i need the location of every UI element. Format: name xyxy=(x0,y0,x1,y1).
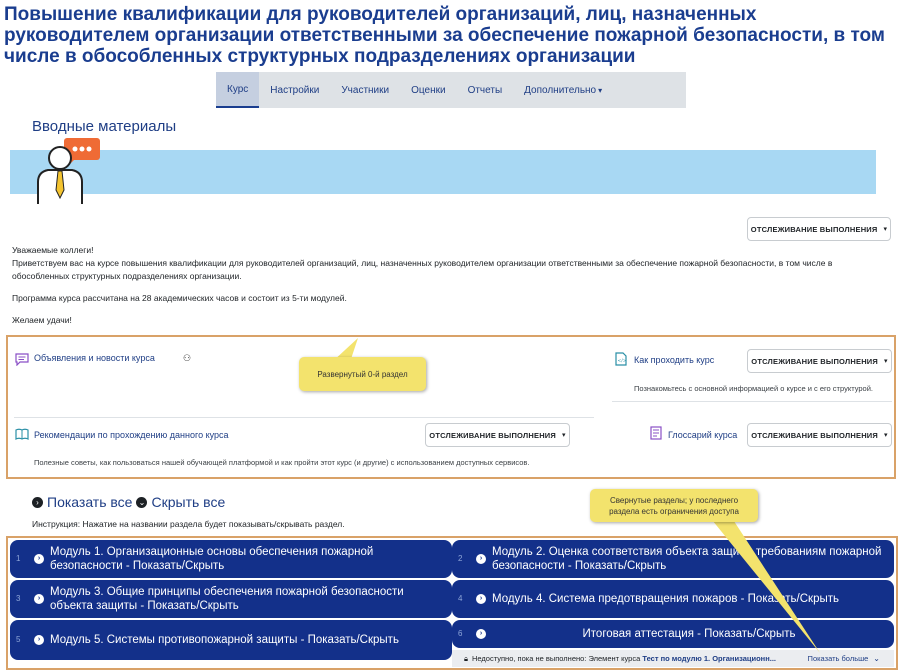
activity-howto-link[interactable]: Как проходить курс xyxy=(634,355,715,365)
page-icon xyxy=(614,352,628,366)
section-title: Итоговая аттестация - Показать/Скрыть xyxy=(582,628,796,640)
chevron-down-icon: ▾ xyxy=(598,85,603,95)
annotation-note: Свернутые разделы; у последнего раздела есть ограничения доступа xyxy=(590,489,758,522)
section-number: 3 xyxy=(16,594,21,603)
completion-tracking-button[interactable] xyxy=(747,349,892,373)
section-number: 6 xyxy=(458,629,463,638)
program-paragraph: Программа курса рассчитана на 28 академических часов и состоит из 5-ти модулей. xyxy=(12,293,347,303)
chevron-down-icon: ▾ xyxy=(883,226,888,233)
activity-forum-link[interactable]: Объявления и новости курса xyxy=(34,353,155,363)
section-number: 4 xyxy=(458,594,463,603)
welcome-text xyxy=(12,244,882,336)
section-module-1[interactable] xyxy=(10,540,452,578)
chevron-right-icon: › xyxy=(34,554,44,564)
annotation-note: Развернутый 0-й раздел xyxy=(299,357,426,391)
button-label: ОТСЛЕЖИВАНИЕ ВЫПОЛНЕНИЯ xyxy=(751,356,878,366)
section-zero xyxy=(6,335,896,479)
chevron-right-icon: › xyxy=(32,497,43,508)
tab-label: Участники xyxy=(341,84,390,96)
section-title: Модуль 5. Системы противопожарной защиты - Показать/Скрыть xyxy=(50,634,399,646)
completion-tracking-button[interactable] xyxy=(747,217,891,241)
restriction-item: Тест по модулю 1. Организационн... xyxy=(642,654,776,663)
tab-label: Курс xyxy=(227,83,249,95)
tab-settings[interactable] xyxy=(259,72,330,108)
button-label: ОТСЛЕЖИВАНИЕ ВЫПОЛНЕНИЯ xyxy=(750,224,878,234)
course-nav xyxy=(216,72,686,108)
divider xyxy=(612,401,892,402)
group-icon: ⚇ xyxy=(183,353,192,363)
section-title: Модуль 4. Система предотвращения пожаров - Показать/Скрыть xyxy=(492,593,840,605)
lock-icon: 🔒︎ xyxy=(464,653,468,663)
chevron-right-icon: › xyxy=(34,594,44,604)
tab-label: Настройки xyxy=(270,84,320,96)
activity-description: Полезные советы, как пользоваться нашей обучающей платформой и как пройти этот курс (и другие) с использованием доступных сервисов. xyxy=(34,458,530,467)
chevron-down-icon: ⌄ xyxy=(873,654,880,663)
section-title[interactable]: Вводные материалы xyxy=(32,118,177,135)
hide-all-link[interactable]: Скрыть все xyxy=(151,494,226,510)
chevron-down-icon: ⌄ xyxy=(136,497,147,508)
tab-more[interactable] xyxy=(513,72,613,108)
activity-glossary-link[interactable]: Глоссарий курса xyxy=(668,430,738,440)
chevron-down-icon: ▾ xyxy=(884,432,888,439)
show-hide-controls xyxy=(32,494,225,510)
activity-description: Познакомьтесь с основной информацией о курсе и с его структурой. xyxy=(634,384,874,393)
chevron-down-icon: ▾ xyxy=(884,358,888,365)
presenter-icon xyxy=(34,138,102,206)
section-module-3[interactable] xyxy=(10,580,452,618)
greeting: Уважаемые коллеги! xyxy=(12,245,94,255)
tab-label: Оценки xyxy=(411,84,446,96)
section-number: 5 xyxy=(16,635,21,644)
section-number: 1 xyxy=(16,554,21,563)
button-label: Показать больше xyxy=(807,654,869,663)
intro-banner xyxy=(10,150,876,194)
completion-tracking-button[interactable] xyxy=(425,423,570,447)
section-number: 2 xyxy=(458,554,463,563)
tab-reports[interactable] xyxy=(457,72,514,108)
instruction-text: Инструкция: Нажатие на названии раздела будет показывать/скрывать раздел. xyxy=(32,519,345,529)
restriction-text: Недоступно, пока не выполнено: Элемент курса xyxy=(472,654,641,663)
activity-recommendations-link[interactable]: Рекомендации по прохождению данного курса xyxy=(34,430,229,440)
wish-paragraph: Желаем удачи! xyxy=(12,315,72,325)
tab-label: Дополнительно xyxy=(524,84,597,96)
forum-icon xyxy=(15,352,29,366)
tab-label: Отчеты xyxy=(467,84,503,96)
button-label: ОТСЛЕЖИВАНИЕ ВЫПОЛНЕНИЯ xyxy=(751,430,878,440)
button-label: ОТСЛЕЖИВАНИЕ ВЫПОЛНЕНИЯ xyxy=(429,430,556,440)
note-pointer xyxy=(700,515,830,655)
show-all-link[interactable]: Показать все xyxy=(47,494,133,510)
chevron-down-icon: ▾ xyxy=(562,432,566,439)
completion-tracking-button[interactable] xyxy=(747,423,892,447)
chevron-right-icon: › xyxy=(34,635,44,645)
tab-grades[interactable] xyxy=(400,72,456,108)
svg-text:</>: </> xyxy=(617,359,627,364)
glossary-icon xyxy=(649,426,663,440)
chevron-right-icon: › xyxy=(476,554,486,564)
section-title: Модуль 2. Оценка соответствия объекта защиты требованиям пожарной безопасности - Показать/Скрыть xyxy=(492,546,882,572)
section-title: Модуль 3. Общие принципы обеспечения пожарной безопасности объекта защиты - Показать/Скрыть xyxy=(50,586,404,612)
course-title: Повышение квалификации для руководителей организаций, лиц, назначенных руководителем организации ответственными за обеспечение пожарной безопасности, в том числе в обособленных структурных подразделениях организации xyxy=(4,4,885,67)
divider xyxy=(14,417,594,418)
tab-course[interactable] xyxy=(216,72,259,108)
chevron-right-icon: › xyxy=(476,629,486,639)
welcome-paragraph: Приветствуем вас на курсе повышения квалификации для руководителей организаций, лиц, назначенных руководителем организации ответственными за обеспечение пожарной безопасности, в том числе в обособленных структурных подразделениях организации. xyxy=(12,258,833,281)
book-icon xyxy=(15,427,29,441)
tab-participants[interactable] xyxy=(330,72,400,108)
chevron-right-icon: › xyxy=(476,594,486,604)
section-module-5[interactable] xyxy=(10,620,452,660)
section-title: Модуль 1. Организационные основы обеспечения пожарной безопасности - Показать/Скрыть xyxy=(50,546,374,572)
